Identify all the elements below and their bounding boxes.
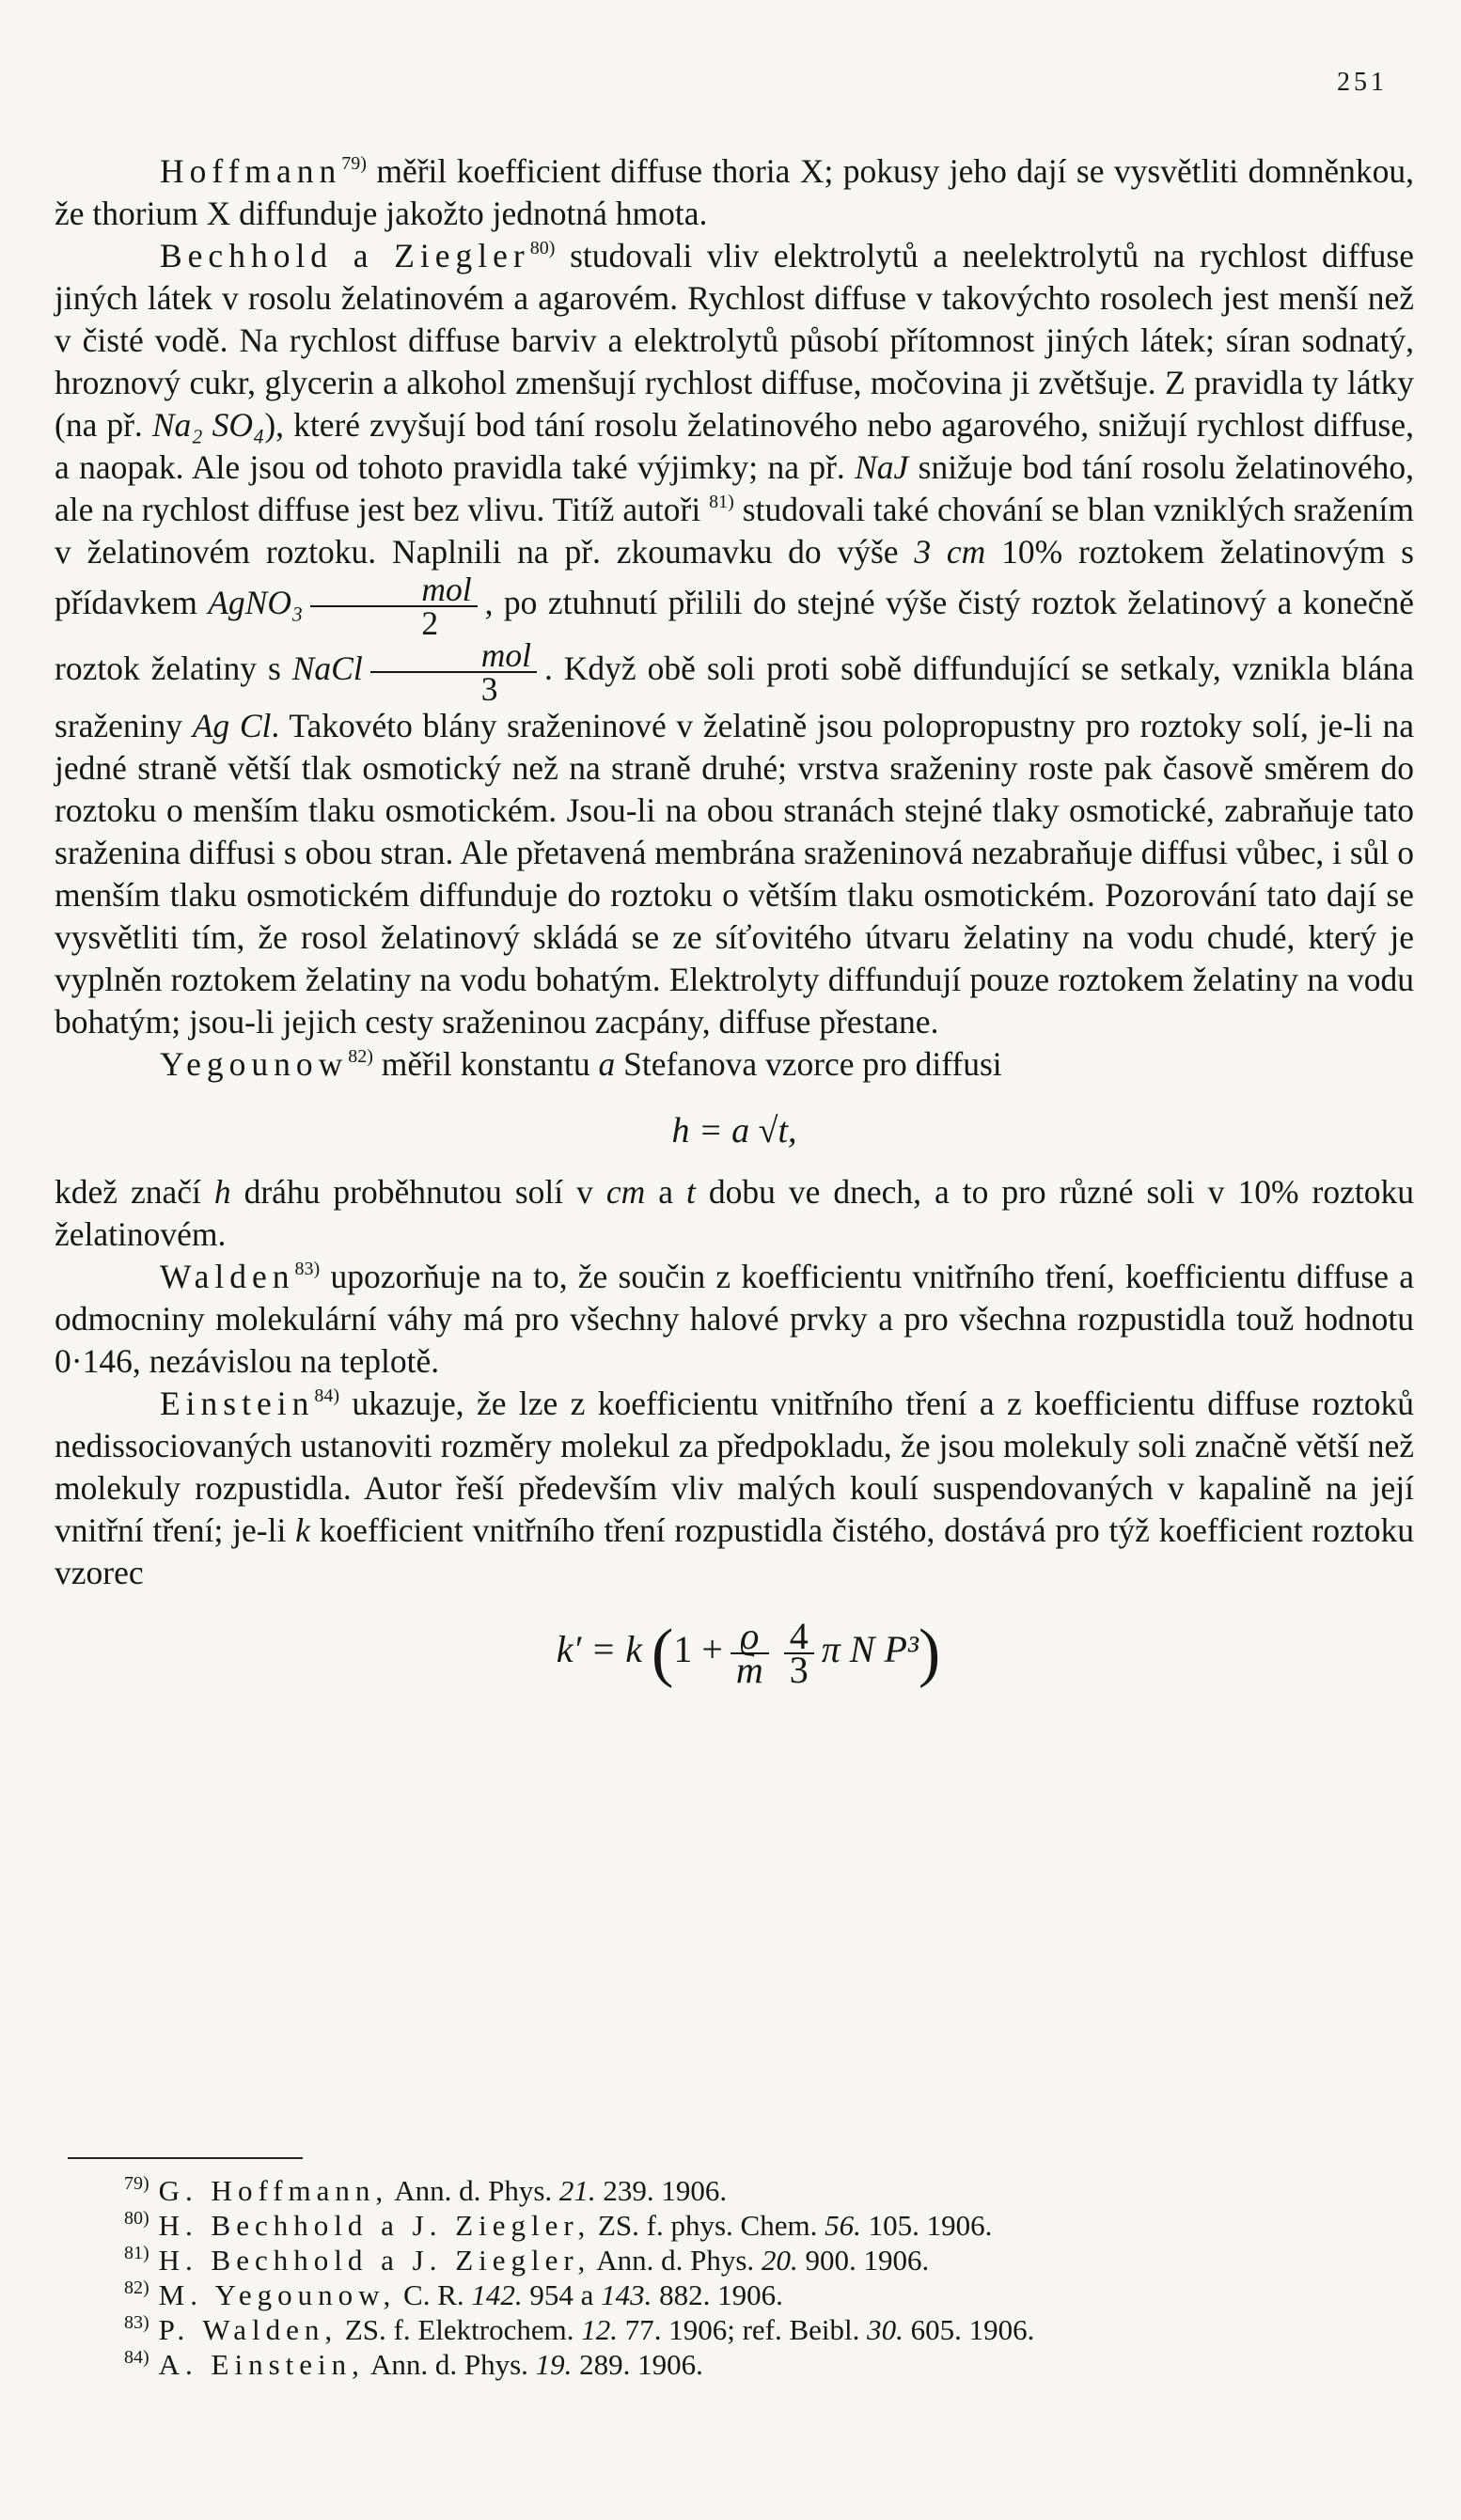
footnote: $^{83)}$ P. Walden, ZS. f. Elektrochem. 12. 77. 1906; ref. Beibl. 30. 605. 1906. (124, 2312, 1035, 2346)
page-number: 251 (1337, 68, 1388, 97)
footnote-divider (68, 2157, 303, 2159)
author-name: Einstein (160, 1385, 315, 1422)
formula: NaCl (291, 650, 363, 688)
formula: AgNO₃ (208, 584, 304, 622)
equation-einstein: k′ = k (1 + $\frac{ϱ}{m}$ $\frac{4}{3}$ π N P³) (556, 1615, 941, 1691)
formula: NaJ (855, 448, 909, 486)
equation-stefan: h = a √t, (671, 1111, 797, 1150)
author-name: Walden (160, 1258, 295, 1295)
fraction: $\frac{4}{3}$ (784, 1620, 814, 1686)
footnote: $^{79)}$ G. Hoffmann, Ann. d. Phys. 21. 239. 1906. (124, 2173, 728, 2207)
paragraph-yegounow: Yegounow$^{82)}$ měřil konstantu a Stefanova vzorce pro diffusi (160, 1045, 1002, 1083)
footnote: $^{81)}$ H. Bechhold a J. Ziegler, Ann. d. Phys. 20. 900. 1906. (124, 2243, 930, 2277)
body-text (55, 150, 1415, 1691)
footnotes (124, 2173, 1035, 2382)
footnote-ref: 80) (529, 238, 556, 258)
fraction: $\frac{\text{mol}}{3}$ (370, 639, 537, 705)
measure: 3 cm (914, 533, 986, 571)
paragraph-yegounow-cont: kdež značí h dráhu proběhnutou solí v cm a t dobu ve dnech, a to pro různé soli v 10% roztoku želatinovém. (55, 1173, 1414, 1253)
paragraph-walden: Walden$^{83)}$ upozorňuje na to, že součin z koefficientu vnitřního tření, koefficientu diffuse a odmocniny molekulární váhy má pro všechny halové prvky a pro všechna rozpustidla touž hodnotu 0·146, nezávislou na teplotě. (55, 1258, 1414, 1380)
author-name: Yegounow (160, 1045, 349, 1083)
formula: Ag Cl (192, 707, 272, 744)
fraction: $\frac{\text{mol}}{2}$ (310, 573, 477, 639)
footnote: $^{82)}$ M. Yegounow, C. R. 142. 954 a 143. 882. 1906. (124, 2277, 783, 2311)
paragraph-hoffmann: Hoffmann$^{79)}$ měřil koefficient diffuse thoria X; pokusy jeho dají se vysvětliti domněnkou, že thorium X diffunduje jakožto jednotná hmota. (55, 152, 1414, 232)
author-name: Hoffmann (160, 152, 342, 190)
paragraph-einstein: Einstein$^{84)}$ ukazuje, že lze z koefficientu vnitřního tření a z koefficientu diffuse roztoků nedissociovaných ustanoviti rozměry molekul za předpokladu, že jsou molekuly soli značně větší než molekuly rozpustidla. Autor řeší především vliv malých koulí suspendovaných v kapalině na její vnitřní tření; je-li k koefficient vnitřního tření rozpustidla čistého, dostává pro týž koefficient roztoku vzorec (55, 1385, 1414, 1591)
author-name: Bechhold a Ziegler (160, 237, 530, 274)
footnote-ref: 84) (314, 1385, 340, 1406)
paragraph-bechhold: Bechhold a Ziegler$^{80)}$ studovali vliv elektrolytů a neelektrolytů na rychlost diffuse jiných látek v rosolu želatinovém a agarovém. Rychlost diffuse v takovýchto rosolech jest menší než v čisté vodě. Na rychlost diffuse barviv a elektrolytů působí přítomnost jiných látek; síran sodnatý, hroznový cukr, glycerin a alkohol zmenšují rychlost diffuse, močovina ji zvětšuje. Z pravidla ty látky (na př. Na₂ SO₄), které zvyšují bod tání rosolu želatinového nebo agarového, snižují rychlost diffuse, a naopak. Ale jsou od tohoto pravidla také výjimky; na př. NaJ snižuje bod tání rosolu želatinového, ale na rychlost diffuse jest bez vlivu. Titíž autoři $^{81)}$ studovali také chování se blan vzniklých sražením v želatinovém roztoku. Naplnili na př. zkoumavku do výše 3 cm 10% roztokem želatinovým s přídavkem AgNO₃ $\frac{\text{mol}}{2}$ , po ztuhnutí přilili do stejné výše čistý roztok želatinový a konečně roztok želatiny s NaCl $\frac{\text{mol}}{3}$ . Když obě soli proti sobě diffundující se setkaly, vznikla blána sraženiny Ag Cl. Takovéto blány sraženinové v želatině jsou polopropustny pro roztoky solí, je-li na jedné straně větší tlak osmotický než na straně druhé; vrstva sraženiny roste pak časově směrem do roztoku o menším tlaku osmotickém. Jsou-li na obou stranách stejné tlaky osmotické, zabraňuje tato sraženina diffusi s obou stran. Ale přetavená membrána sraženinová nezabraňuje diffusi vůbec, i sůl o menším tlaku osmotickém diffunduje do roztoku o větším tlaku osmotickém. Pozorování tato dají se vysvětliti tím, že rosol želatinový skládá se ze síťovitého útvaru želatiny na vodu chudé, který je vyplněn roztokem želatiny na vodu bohatým. Elektrolyty diffundují pouze roztokem želatiny na vodu bohatým; jsou-li jejich cesty sraženinou zacpány, diffuse přestane. (55, 237, 1415, 1041)
formula: Na₂ SO₄ (151, 406, 265, 444)
footnote: $^{80)}$ H. Bechhold a J. Ziegler, ZS. f. phys. Chem. 56. 105. 1906. (124, 2208, 993, 2242)
footnote-ref: 83) (294, 1259, 321, 1279)
footnote-ref: 81) (709, 492, 734, 512)
footnote-ref: 82) (348, 1046, 373, 1067)
footnote: $^{84)}$ A. Einstein, Ann. d. Phys. 19. 289. 1906. (124, 2347, 703, 2381)
footnote-ref: 79) (341, 153, 367, 174)
fraction: $\frac{ϱ}{m}$ (730, 1620, 769, 1686)
